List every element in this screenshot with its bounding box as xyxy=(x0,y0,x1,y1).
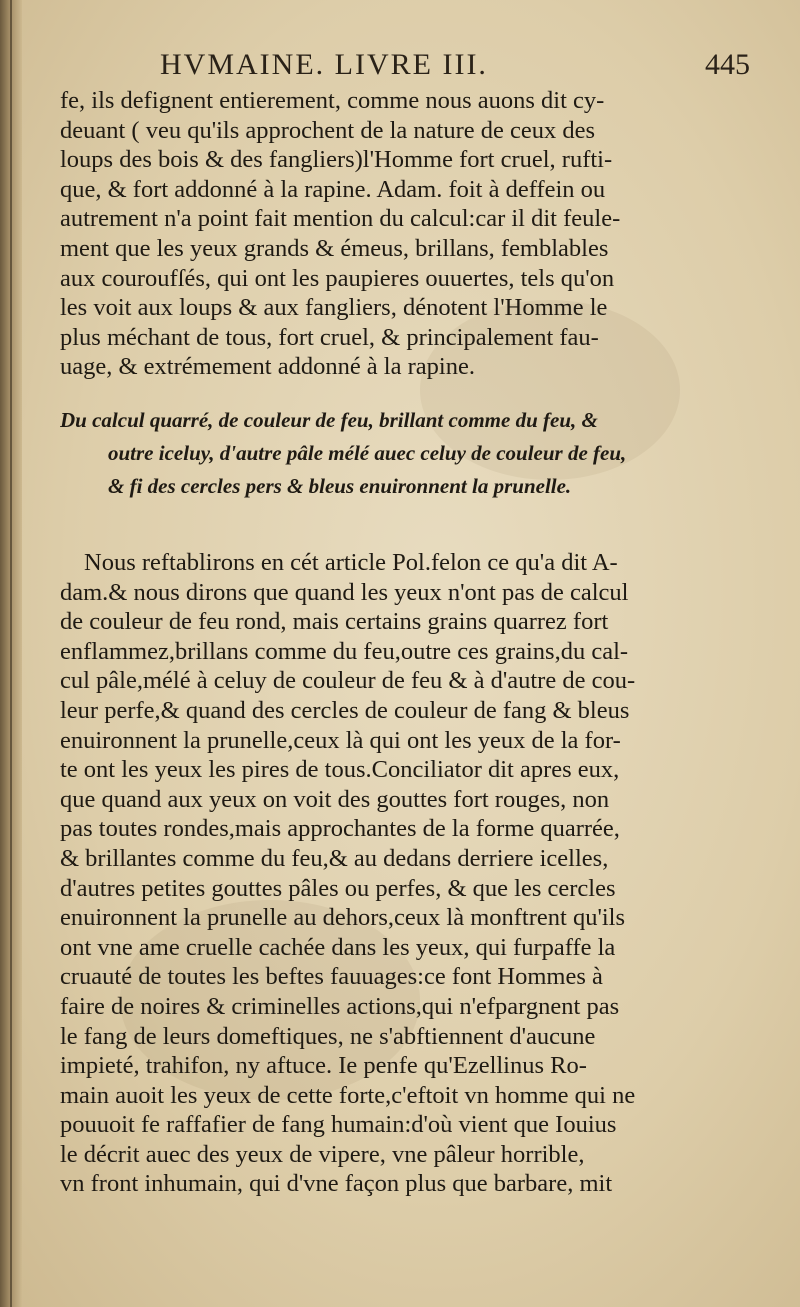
text-line: deuant ( veu qu'ils approchent de la nature de ceux des xyxy=(60,116,596,144)
text-line: fe, ils defignent entierement, comme nous auons dit cy- xyxy=(60,87,605,114)
text-line: te ont les yeux les pires de tous.Conciliator dit apres eux, xyxy=(60,756,620,784)
text-line: aux couroufſés, qui ont les paupieres ouuertes, tels qu'on xyxy=(60,264,615,292)
binding-edge xyxy=(10,0,12,1307)
text-line: pas toutes rondes,mais approchantes de la forme quarrée, xyxy=(60,815,620,843)
text-line: de couleur de feu rond, mais certains grains quarrez fort xyxy=(60,608,609,636)
text-line: cruauté de toutes les beftes fauuages:ce font Hommes à xyxy=(60,963,603,991)
running-head: HVMAINE. LIVRE III. xyxy=(160,48,488,81)
section-heading xyxy=(60,404,740,503)
text-line: dam.& nous dirons que quand les yeux n'ont pas de calcul xyxy=(60,578,629,606)
text-line: que, & fort addonné à la rapine. Adam. foit à deffein ou xyxy=(60,175,606,203)
text-line: ont vne ame cruelle cachée dans les yeux, qui furpaffe la xyxy=(60,933,616,961)
page-number: 445 xyxy=(705,48,750,81)
text-line: enuironnent la prunelle au dehors,ceux là monftrent qu'ils xyxy=(60,904,626,932)
text-line: le fang de leurs domeftiques, ne s'abftiennent d'aucune xyxy=(60,1022,596,1050)
text-line: faire de noires & criminelles actions,qui n'efpargnent pas xyxy=(60,992,620,1020)
text-line: & brillantes comme du feu,& au dedans derriere icelles, xyxy=(60,844,609,872)
text-line: d'autres petites gouttes pâles ou perfes, & que les cercles xyxy=(60,874,616,902)
heading-line: outre iceluy, d'autre pâle mélé auec celuy de couleur de feu, xyxy=(108,441,627,465)
text-line: impieté, trahifon, ny aftuce. Ie penfe qu'Ezellinus Ro- xyxy=(60,1052,587,1080)
text-line: pouuoit fe raffafier de fang humain:d'où vient que Iouius xyxy=(60,1111,617,1139)
text-line: autrement n'a point fait mention du calcul:car il dit feule- xyxy=(60,205,621,233)
text-line: les voit aux loups & aux fangliers, dénotent l'Homme le xyxy=(60,294,608,322)
text-line: enflammez,brillans comme du feu,outre ces grains,du cal- xyxy=(60,637,629,665)
text-line: leur perfe,& quand des cercles de couleur de fang & bleus xyxy=(60,696,630,724)
text-line: le décrit auec des yeux de vipere, vne pâleur horrible, xyxy=(60,1140,585,1168)
paragraph xyxy=(60,548,740,1199)
heading-line: & fi des cercles pers & bleus enuironnent la prunelle. xyxy=(108,474,572,498)
text-line: enuironnent la prunelle,ceux là qui ont les yeux de la for- xyxy=(60,726,621,754)
text-line: uage, & extrémement addonné à la rapine. xyxy=(60,353,475,381)
text-line: vn front inhumain, qui d'vne façon plus que barbare, mit xyxy=(60,1170,613,1198)
text-line: main auoit les yeux de cette forte,c'eftoit vn homme qui ne xyxy=(60,1081,636,1109)
text-line: Nous reftablirons en cét article Pol.felon ce qu'a dit A- xyxy=(84,549,618,576)
text-line: que quand aux yeux on voit des gouttes fort rouges, non xyxy=(60,785,610,813)
text-line: loups des bois & des fangliers)l'Homme fort cruel, rufti- xyxy=(60,146,613,174)
text-line: plus méchant de tous, fort cruel, & principalement fau- xyxy=(60,323,599,351)
text-line: ment que les yeux grands & émeus, brillans, femblables xyxy=(60,234,609,262)
text-line: cul pâle,mélé à celuy de couleur de feu & à d'autre de cou- xyxy=(60,667,636,695)
heading-line: Du calcul quarré, de couleur de feu, brillant comme du feu, & xyxy=(60,408,598,432)
paragraph xyxy=(60,86,740,382)
